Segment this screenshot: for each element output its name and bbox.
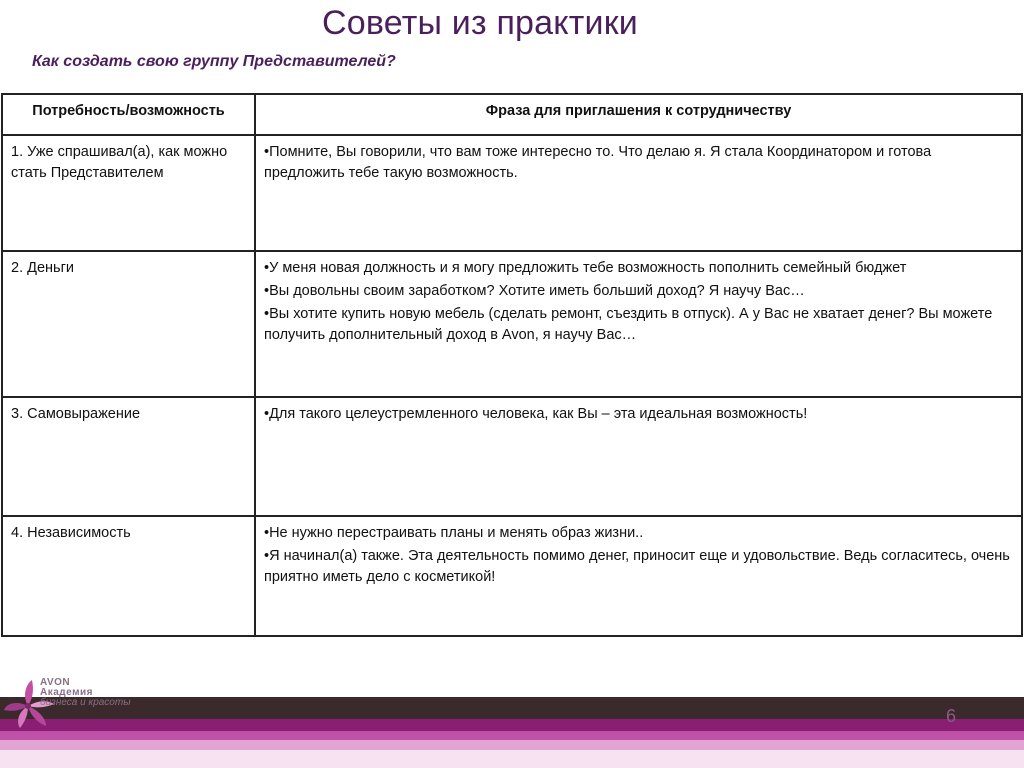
slide-subtitle: Как создать свою группу Представителей?	[32, 53, 396, 70]
table-header-row	[2, 94, 1022, 135]
footer-stripe-light	[0, 750, 1024, 768]
phrase-cell	[255, 516, 1022, 636]
phrase-line: •Я начинал(а) также. Эта деятельность помимо денег, приносит еще и удовольствие. Ведь согласитесь, очень приятно иметь дело с косметикой!	[264, 548, 1010, 585]
phrase-line: •У меня новая должность и я могу предложить тебе возможность пополнить семейный бюджет	[264, 260, 907, 276]
logo-line2: бизнеса и красоты	[40, 697, 131, 708]
phrase-line: •Помните, Вы говорили, что вам тоже интересно то. Что делаю я. Я стала Координатором и готова предложить тебе такую возможность.	[264, 144, 932, 181]
need-cell: 2. Деньги	[2, 251, 255, 397]
footer-stripe-pink	[0, 740, 1024, 750]
phrase-cell	[255, 251, 1022, 397]
logo-text	[40, 678, 131, 708]
need-cell: 4. Независимость	[2, 516, 255, 636]
phrase-line: •Не нужно перестраивать планы и менять образ жизни..	[264, 525, 644, 541]
table-row	[2, 251, 1022, 397]
phrase-line: •Вы хотите купить новую мебель (сделать ремонт, съездить в отпуск). А у Вас не хватает денег? Вы можете получить дополнительный доход в Avon, я научу Вас…	[264, 306, 993, 343]
logo-line1: Академия	[40, 687, 93, 698]
table-row	[2, 397, 1022, 516]
phrase-cell	[255, 397, 1022, 516]
column-header-need: Потребность/возможность	[2, 94, 255, 135]
page-number: 6	[946, 706, 957, 726]
advice-table	[1, 93, 1023, 637]
need-cell: 1. Уже спрашивал(а), как можно стать Представителем	[2, 135, 255, 251]
phrase-line: •Вы довольны своим заработком? Хотите иметь больший доход? Я научу Вас…	[264, 283, 805, 299]
slide-title: Советы из практики	[322, 4, 638, 42]
table-row	[2, 516, 1022, 636]
phrase-cell	[255, 135, 1022, 251]
table-row	[2, 135, 1022, 251]
column-header-phrase: Фраза для приглашения к сотрудничеству	[255, 94, 1022, 135]
logo-brand: AVON	[40, 677, 71, 688]
phrase-line: •Для такого целеустремленного человека, как Вы – эта идеальная возможность!	[264, 406, 808, 422]
need-cell: 3. Самовыражение	[2, 397, 255, 516]
